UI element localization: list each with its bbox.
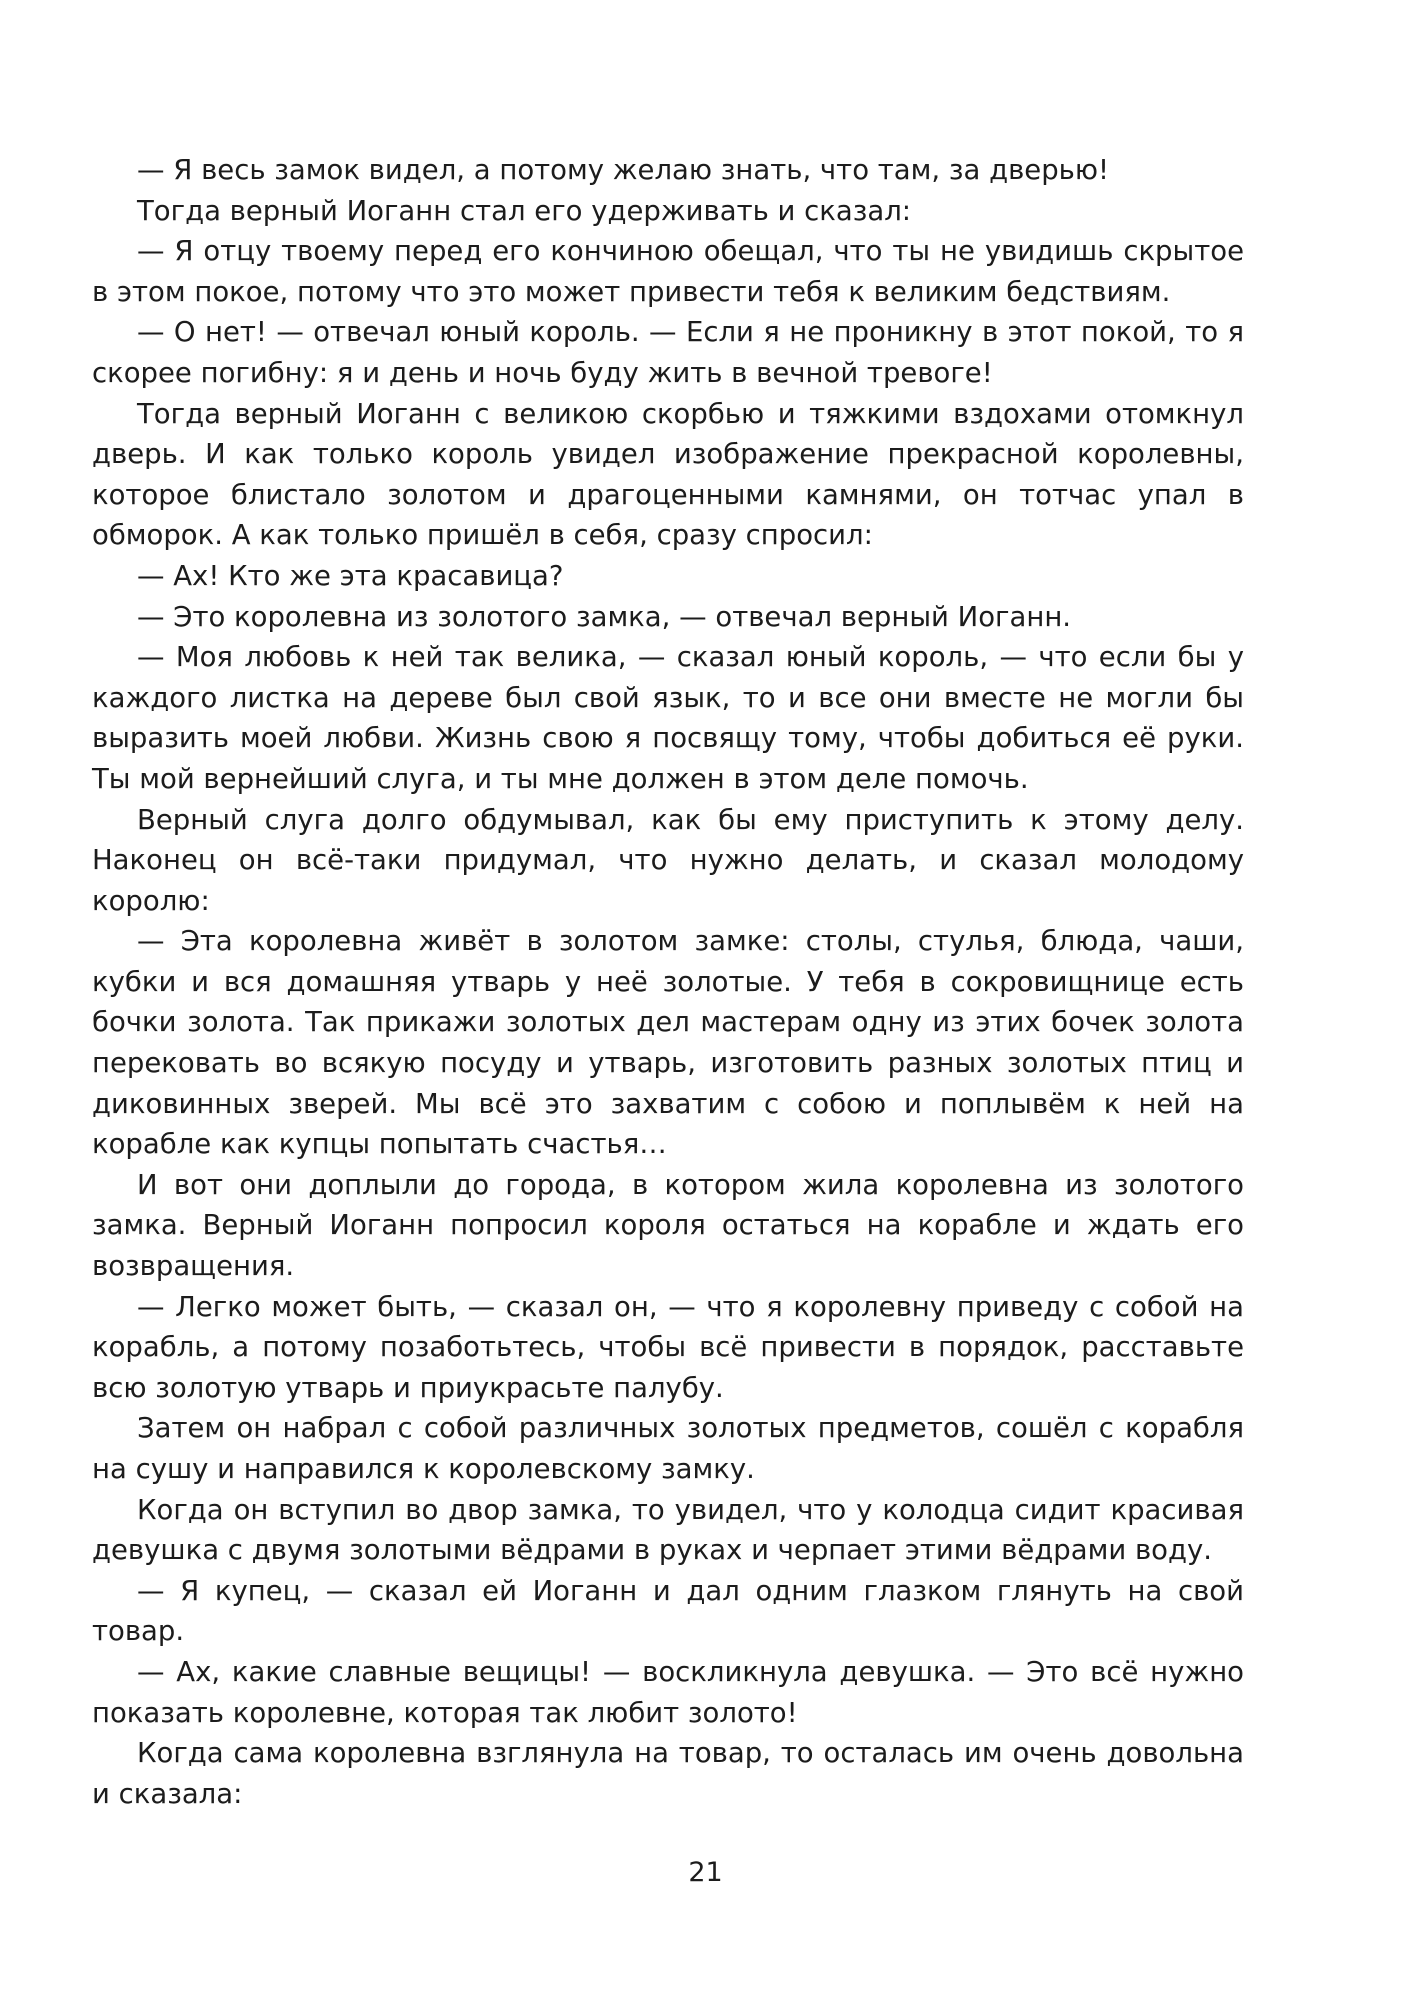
page-number: 21: [688, 1857, 723, 1888]
paragraph: — Эта королевна живёт в золотом замке: столы, стулья, блюда, чаши, кубки и вся домашняя утварь у неё золотые. У тебя в сокровищнице есть бочки золота. Так прикажи золотых дел мастерам одну из этих бочек золота перековать во всякую посуду и утварь, изготовить разных золотых птиц и диковинных зверей. Мы всё это захватим с собою и поплывём к ней на корабле как купцы попытать счастья…: [92, 925, 1244, 1161]
paragraph: — Моя любовь к ней так велика, — сказал юный король, — что если бы у каждого листка на дереве был свой язык, то и все они вместе не могли бы выразить моей любви. Жизнь свою я посвящу тому, чтобы добиться её руки. Ты мой вернейший слуга, и ты мне должен в этом деле помочь.: [92, 641, 1244, 795]
paragraph: — Это королевна из золотого замка, — отвечал верный Иоганн.: [137, 600, 1072, 633]
paragraph: — Ах, какие славные вещицы! — воскликнула девушка. — Это всё нужно показать королевне, которая так любит золото!: [92, 1655, 1244, 1729]
paragraph: Тогда верный Иоганн с великою скорбью и тяжкими вздохами отомкнул дверь. И как только король увидел изображение прекрасной королевны, которое блистало золотом и драгоценными камнями, он тотчас упал в обморок. А как только пришёл в себя, сразу спросил:: [92, 397, 1244, 552]
paragraph: — Легко может быть, — сказал он, — что я королевну приведу с собой на корабль, а потому позаботьтесь, чтобы всё привести в порядок, расставьте всю золотую утварь и приукрасьте палубу.: [92, 1290, 1244, 1404]
paragraph: Когда сама королевна взглянула на товар, то осталась им очень довольна и сказала:: [92, 1737, 1244, 1810]
paragraph: — Я весь замок видел, а потому желаю знать, что там, за дверью!: [137, 154, 1110, 186]
paragraph: — О нет! — отвечал юный король. — Если я не проникну в этот покой, то я скорее погибну: я и день и ночь буду жить в вечной тревоге!: [92, 316, 1244, 389]
paragraph: — Ах! Кто же эта красавица?: [137, 559, 564, 592]
page-text: [92, 150, 1244, 1814]
paragraph: — Я отцу твоему перед его кончиною обещал, что ты не увидишь скрытое в этом покое, потому что это может привести тебя к великим бедствиям.: [92, 235, 1244, 308]
paragraph: Затем он набрал с собой различных золотых предметов, сошёл с корабля на сушу и направился к королевскому замку.: [92, 1412, 1244, 1485]
paragraph: — Я купец, — сказал ей Иоганн и дал одним глазком глянуть на свой товар.: [92, 1574, 1244, 1648]
paragraph: Тогда верный Иоганн стал его удерживать и сказал:: [137, 194, 912, 227]
paragraph: Верный слуга долго обдумывал, как бы ему приступить к этому делу. Наконец он всё-таки придумал, что нужно делать, и сказал молодому королю:: [92, 803, 1244, 917]
paragraph: И вот они доплыли до города, в котором жила королевна из золотого замка. Верный Иоганн попросил короля остаться на корабле и ждать его возвращения.: [92, 1168, 1244, 1283]
paragraph: Когда он вступил во двор замка, то увидел, что у колодца сидит красивая девушка с двумя золотыми вёдрами в руках и черпает этими вёдрами воду.: [92, 1493, 1244, 1567]
